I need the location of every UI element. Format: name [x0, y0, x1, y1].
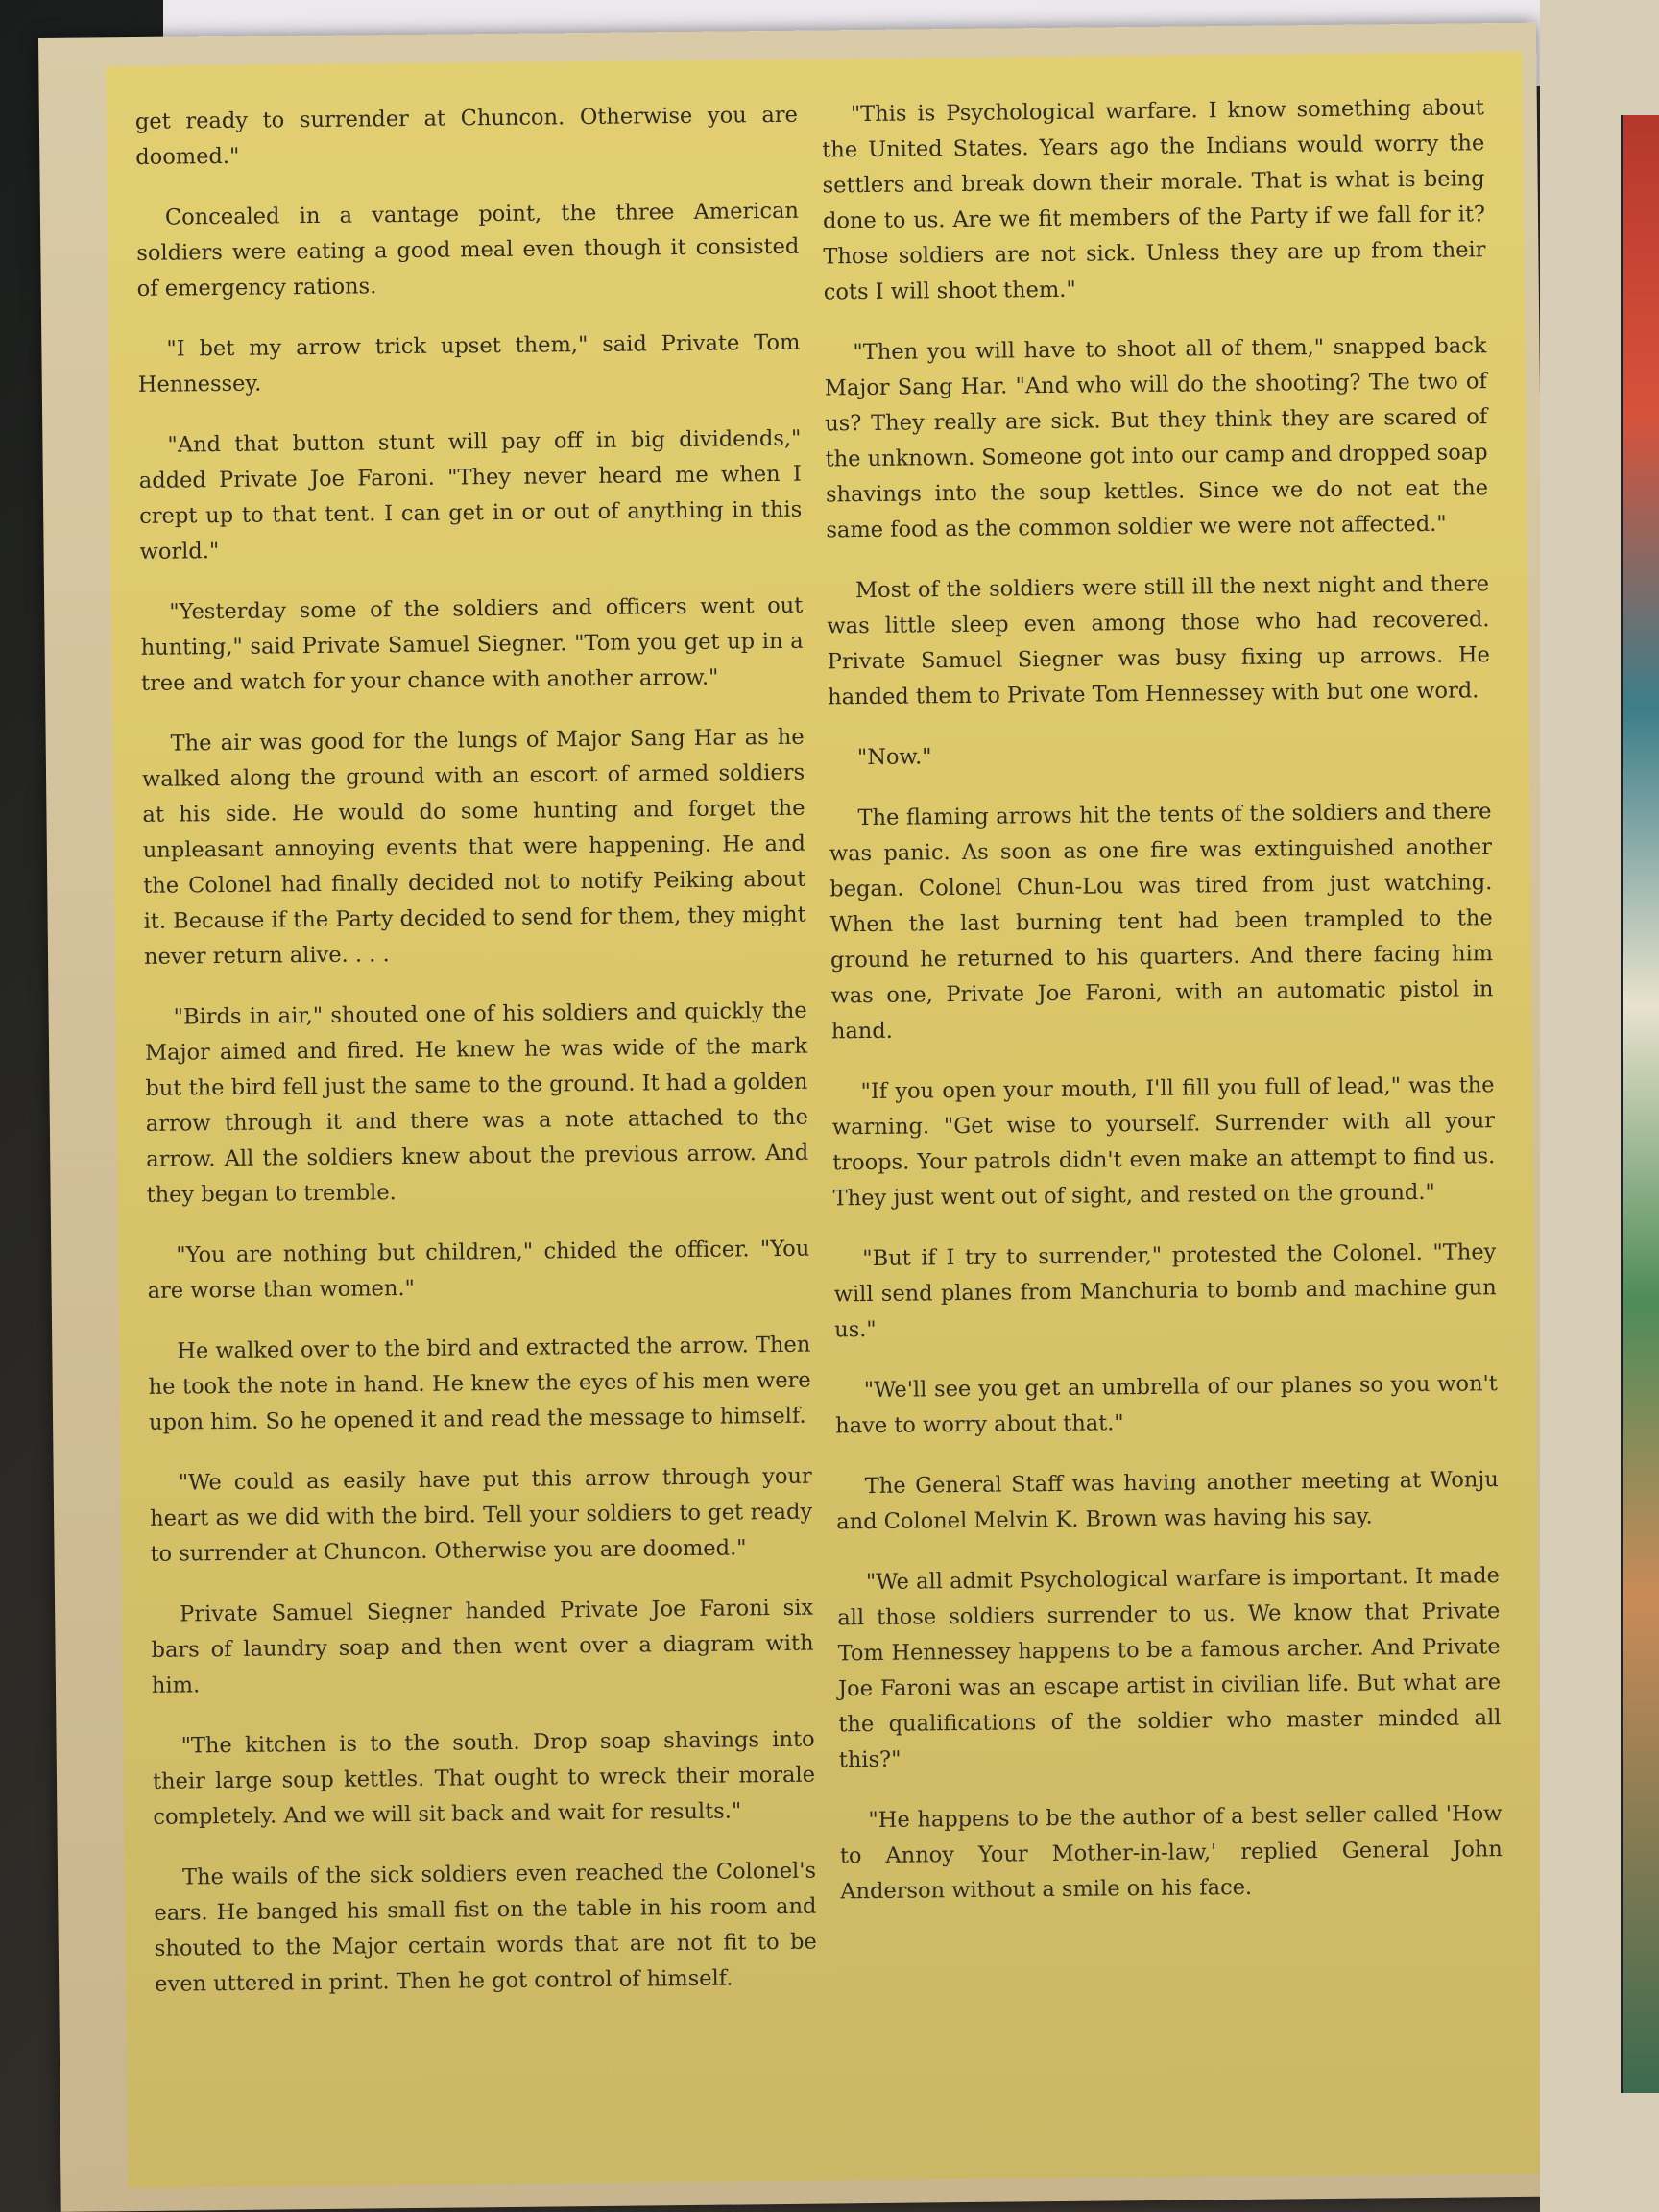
comic-panel-strip — [1621, 115, 1659, 2093]
paragraph: The flaming arrows hit the tents of the soldiers and there was panic. As soon as one fire was extinguished another began. Colonel Chun-Lou was tired from just watching. When the last burning tent had been trampled to the ground he returned to his quarters. And there facing him was one, Private Joe Faroni, with an automatic pistol in hand. — [829, 799, 1494, 1045]
paragraph: "We could as easily have put this arrow through your heart as we did with the bird. Tell your soldiers to get ready to surrender at Chuncon. Otherwise you are doomed." — [150, 1463, 813, 1567]
paragraph: "Now." — [856, 744, 932, 771]
paragraph: "You are nothing but children," chided the officer. "You are worse than women." — [147, 1236, 810, 1304]
paragraph: "Then you will have to shoot all of them," snapped back Major Sang Har. "And who will do the shooting? The two of us? They really are sick. But they think they are scared of the unknown. Someone got into our camp and dropped soap shavings into the soup kettles. Since we do not eat the same food as the common soldier we were not affected." — [824, 333, 1489, 543]
paragraph: The General Staff was having another meeting at Wonju and Colonel Melvin K. Brown was having his say. — [836, 1467, 1499, 1535]
paragraph: Private Samuel Siegner handed Private Joe Faroni six bars of laundry soap and then went over a diagram with him. — [151, 1595, 814, 1698]
paragraph: "The kitchen is to the south. Drop soap shavings into their large soup kettles. That ought to wreck their morale completely. And we will sit back and wait for results." — [152, 1726, 816, 1830]
paragraph: "Birds in air," shouted one of his soldiers and quickly the Major aimed and fired. He knew he was wide of the mark but the bird fell just the same to the ground. It had a golden arrow through it and there was a note attached to the arrow. All the soldiers knew about the previous arrow. And they began to tremble. — [144, 998, 809, 1208]
paragraph: get ready to surrender at Chuncon. Otherwise you are doomed." — [134, 102, 799, 170]
paragraph: "If you open your mouth, I'll fill you full of lead," was the warning. "Get wise to yourself. Surrender with all your troops. Your patrols didn't even make an attempt to find us. They just went out of sight, and rested on the ground." — [831, 1072, 1496, 1212]
paragraph: Concealed in a vantage point, the three American soldiers were eating a good meal even though it consisted of emergency rations. — [136, 198, 800, 301]
paragraph: Most of the soldiers were still ill the next night and there was little sleep even among those who had recovered. Private Samuel Siegner was busy fixing up arrows. He handed them to Private Tom Hennessey with but one word. — [827, 571, 1490, 710]
paragraph: "We'll see you get an umbrella of our planes so you won't have to worry about that." — [835, 1371, 1498, 1439]
paragraph: The wails of the sick soldiers even reached the Colonel's ears. He banged his small fist on the table in his room and shouted to the Major certain words that are not fit to be even uttered in print. Then he got control of himself. — [154, 1858, 817, 1997]
paragraph: "This is Psychological warfare. I know something about the United States. Years ago the Indians would worry the settlers and break down their morale. That is what is being done to us. Are we fit members of the Party if we fall for it? Those soldiers are not sick. Unless they are up from their cots I will shoot them." — [822, 95, 1486, 305]
paragraph: "Yesterday some of the soldiers and officers went out hunting," said Private Samuel Siegner. "Tom you get up in a tree and watch for your chance with another arrow." — [140, 592, 804, 696]
magazine-page — [38, 23, 1559, 2212]
paragraph: "We all admit Psychological warfare is important. It made all those soldiers surrender to us. We know that Private Tom Hennessey happens to be a famous archer. And Private Joe Faroni was an escape artist in civilian life. But what are the qualifications of the soldier who master minded all this?" — [837, 1563, 1502, 1773]
text-block — [106, 52, 1544, 2188]
paragraph: "I bet my arrow trick upset them," said Private Tom Hennessey. — [137, 329, 801, 397]
paragraph: The air was good for the lungs of Major Sang Har as he walked along the ground with an escort of armed soldiers at his side. He would do some hunting and forget the unpleasant annoying events that were happening. He and the Colonel had finally decided not to notify Peiking about it. Because if the Party decided to send for them, they might never return alive. . . . — [141, 724, 806, 970]
left-column — [135, 98, 818, 2028]
paragraph: "And that button stunt will pay off in big dividends," added Private Joe Faroni. "They never heard me when I crept up to that tent. I can get in or out of anything in this world." — [138, 425, 803, 565]
paragraph: "He happens to be the author of a best seller called 'How to Annoy Your Mother-in-law,' replied General John Anderson without a smile on his face. — [839, 1801, 1503, 1905]
paragraph: "But if I try to surrender," protested the Colonel. "They will send planes from Manchuria to bomb and machine gun us." — [833, 1239, 1497, 1343]
paragraph: He walked over to the bird and extracted the arrow. Then he took the note in hand. He knew the eyes of his men were upon him. So he opened it and read the message to himself. — [148, 1332, 811, 1435]
right-column — [822, 90, 1503, 1935]
